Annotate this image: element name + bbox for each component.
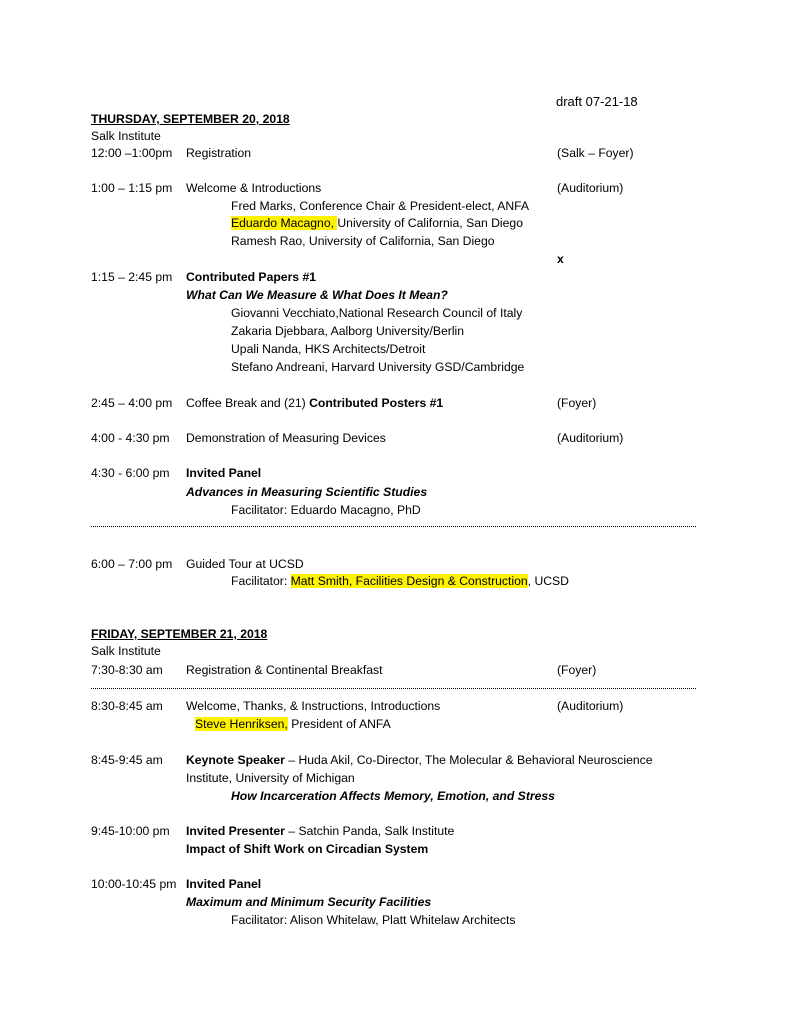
tour-title: Guided Tour at UCSD (186, 557, 304, 571)
papers-title: Contributed Papers #1 (186, 270, 317, 284)
papers-time: 1:15 – 2:45 pm (91, 270, 173, 284)
breakfast-time: 7:30-8:30 am (91, 663, 163, 677)
tour-time: 6:00 – 7:00 pm (91, 557, 173, 571)
speaker-fred-marks: Fred Marks, Conference Chair & President-elect, ANFA (231, 199, 530, 213)
keynote-subtitle: How Incarceration Affects Memory, Emotion, and Stress (231, 789, 555, 803)
coffee-title-text: Coffee Break and (21) (186, 396, 310, 410)
draft-label: draft 07-21-18 (556, 94, 638, 109)
tour-facilitator-label: Facilitator: (231, 574, 291, 588)
keynote-affiliation: Institute, University of Michigan (186, 771, 355, 785)
friday-welcome-room: (Auditorium) (557, 699, 624, 713)
paper-presenter-1: Giovanni Vecchiato,National Research Council of Italy (231, 306, 523, 320)
paper-presenter-3: Upali Nanda, HKS Architects/Detroit (231, 342, 426, 356)
x-mark: x (557, 252, 564, 266)
welcome-title: Welcome & Introductions (186, 181, 322, 195)
welcome-room: (Auditorium) (557, 181, 624, 195)
friday-welcome-time: 8:30-8:45 am (91, 699, 163, 713)
keynote-time: 8:45-9:45 am (91, 753, 163, 767)
venue-thursday: Salk Institute (91, 129, 161, 143)
coffee-time: 2:45 – 4:00 pm (91, 396, 173, 410)
demo-title: Demonstration of Measuring Devices (186, 431, 386, 445)
friday-panel-facilitator: Facilitator: Alison Whitelaw, Platt Whitelaw Architects (231, 913, 516, 927)
presenter-label: Invited Presenter (186, 824, 285, 838)
friday-panel-title: Invited Panel (186, 877, 262, 891)
highlighted-name: Matt Smith, Facilities Design & Construction (290, 574, 528, 588)
day-heading-thursday: THURSDAY, SEPTEMBER 20, 2018 (91, 112, 290, 126)
venue-friday: Salk Institute (91, 644, 161, 658)
speaker-role: President of ANFA (287, 717, 391, 731)
dotted-divider (91, 526, 696, 527)
speaker-ramesh-rao: Ramesh Rao, University of California, San Diego (231, 234, 495, 248)
panel-subtitle: Advances in Measuring Scientific Studies (186, 485, 428, 499)
welcome-time: 1:00 – 1:15 pm (91, 181, 173, 195)
friday-panel-time: 10:00-10:45 pm (91, 877, 177, 891)
panel-time: 4:30 - 6:00 pm (91, 466, 170, 480)
speaker-eduardo-macagno (231, 216, 523, 230)
panel-title: Invited Panel (186, 466, 262, 480)
coffee-title (186, 396, 443, 410)
day-heading-friday: FRIDAY, SEPTEMBER 21, 2018 (91, 627, 268, 641)
posters-title: Contributed Posters #1 (309, 396, 444, 410)
coffee-room: (Foyer) (557, 396, 597, 410)
keynote-speaker: – Huda Akil, Co-Director, The Molecular & Behavioral Neuroscience (284, 753, 653, 767)
demo-room: (Auditorium) (557, 431, 624, 445)
registration-title: Registration (186, 146, 252, 160)
panel-facilitator: Facilitator: Eduardo Macagno, PhD (231, 503, 421, 517)
keynote-title (186, 753, 653, 767)
friday-panel-subtitle: Maximum and Minimum Security Facilities (186, 895, 432, 909)
breakfast-title: Registration & Continental Breakfast (186, 663, 383, 677)
friday-welcome-title: Welcome, Thanks, & Instructions, Introductions (186, 699, 441, 713)
breakfast-room: (Foyer) (557, 663, 597, 677)
speaker-steve-henriksen (195, 717, 391, 731)
registration-time: 12:00 –1:00pm (91, 146, 173, 160)
keynote-label: Keynote Speaker (186, 753, 285, 767)
speaker-affiliation: University of California, San Diego (337, 216, 523, 230)
highlighted-name: Steve Henriksen, (195, 717, 288, 731)
registration-room: (Salk – Foyer) (557, 146, 634, 160)
paper-presenter-2: Zakaria Djebbara, Aalborg University/Berlin (231, 324, 465, 338)
presenter-speaker: – Satchin Panda, Salk Institute (284, 824, 455, 838)
papers-subtitle: What Can We Measure & What Does It Mean? (186, 288, 448, 302)
presenter-title (186, 824, 454, 838)
demo-time: 4:00 - 4:30 pm (91, 431, 170, 445)
dotted-divider (91, 688, 696, 689)
presenter-time: 9:45-10:00 pm (91, 824, 170, 838)
tour-facilitator (231, 574, 569, 588)
tour-facilitator-org: , UCSD (527, 574, 569, 588)
paper-presenter-4: Stefano Andreani, Harvard University GSD/Cambridge (231, 360, 525, 374)
highlighted-name: Eduardo Macagno, (231, 216, 338, 230)
presenter-subtitle: Impact of Shift Work on Circadian System (186, 842, 429, 856)
